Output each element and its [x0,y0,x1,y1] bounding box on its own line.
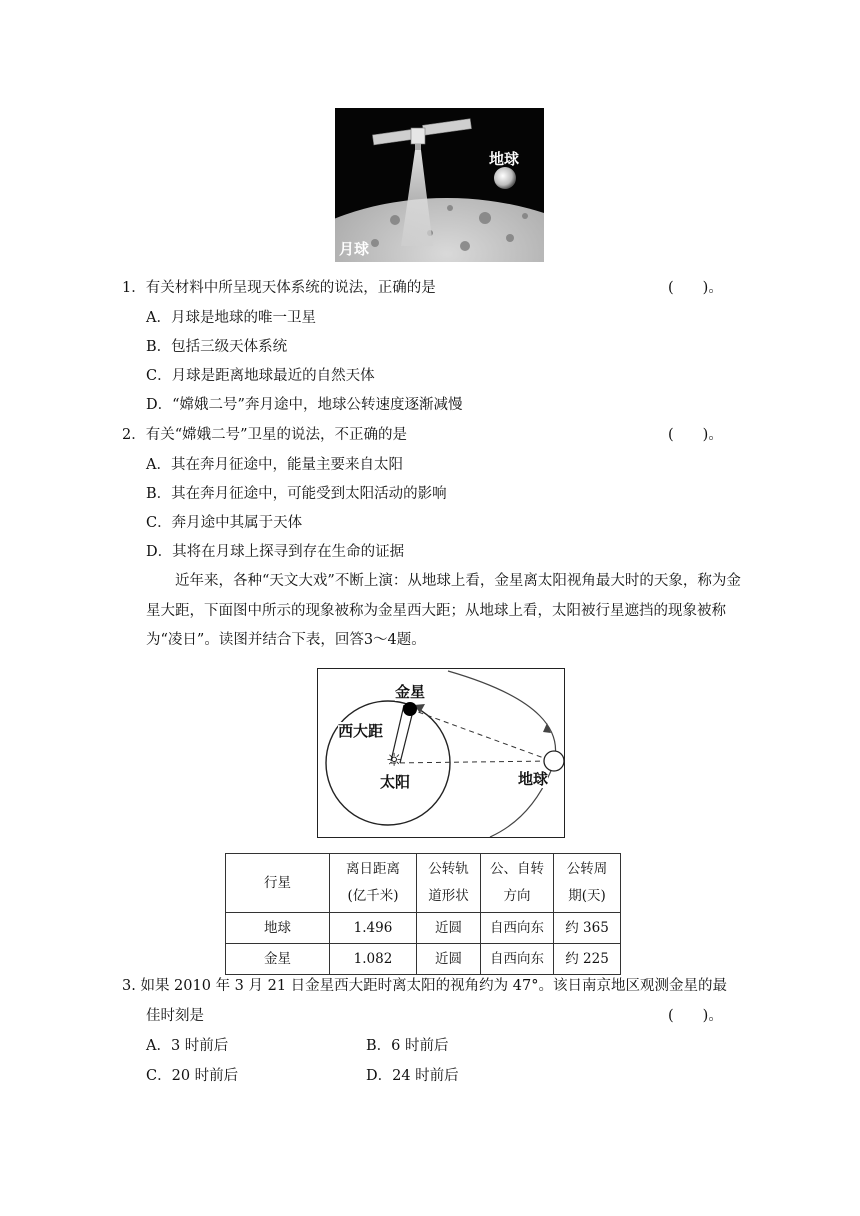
q2-option-d: D．其将在月球上探寻到存在生命的证据 [146,544,405,560]
q3-answer-paren: ( )。 [668,1008,723,1024]
venus-label: 金星 [395,683,426,701]
q3-option-b: B．6 时前后 [366,1038,449,1054]
sun-icon: ☼ [386,750,403,771]
earth-circle [544,751,564,771]
table-header-cell: 公、自转 方向 [481,854,554,913]
q3-option-d: D．24 时前后 [366,1068,459,1084]
table-header-cell: 离日距离 (亿千米) [330,854,417,913]
photo-earth-label: 地球 [489,150,520,168]
table-cell: 约 365 [554,913,621,944]
q1-option-b: B．包括三级天体系统 [146,339,288,355]
earth-label: 地球 [518,770,549,788]
planet-table [225,853,621,975]
q3-stem-line1: 3. 如果 2010 年 3 月 21 日金星西大距时离太阳的视角约为 47°。该日南京地区观测金星的最 [122,978,727,994]
earth-icon [494,167,516,189]
venus-dot [403,702,417,716]
q1-option-a: A．月球是地球的唯一卫星 [146,310,316,326]
table-cell: 近圆 [417,913,481,944]
q1-option-d: D．“嫦娥二号”奔月途中，地球公转速度逐渐减慢 [146,397,463,413]
venus-elongation-diagram [317,668,565,838]
table-row [226,913,621,944]
sun-label: 太阳 [380,773,411,791]
west-elongation-label: 西大距 [338,722,384,740]
table-cell: 金星 [226,944,330,975]
q3-stem-line2: 佳时刻是 [146,1008,204,1024]
table-cell: 自西向东 [481,944,554,975]
photo-moon-label: 月球 [339,240,370,258]
q1-option-c: C．月球是距离地球最近的自然天体 [146,368,375,384]
q2-option-b: B．其在奔月征途中，可能受到太阳活动的影响 [146,486,447,502]
q2-answer-paren: ( )。 [668,427,723,443]
q3-option-c: C．20 时前后 [146,1068,239,1084]
table-cell: 近圆 [417,944,481,975]
table-header-cell: 行星 [226,854,330,913]
table-cell: 1.496 [330,913,417,944]
reading-passage: 近年来，各种“天文大戏”不断上演：从地球上看，金星离太阳视角最大时的天象，称为金星大距，下面图中所示的现象被称为金星西大距；从地球上看，太阳被行星遮挡的现象被称为“凌日”。读图并结合下表，回答3～4题。 [146,573,741,648]
table-cell: 1.082 [330,944,417,975]
table-header-row [226,854,621,913]
q1-answer-paren: ( )。 [668,280,723,296]
table-cell: 自西向东 [481,913,554,944]
q1-stem: 1．有关材料中所呈现天体系统的说法，正确的是 [122,280,436,296]
table-header-cell: 公转周 期(天) [554,854,621,913]
q2-stem: 2．有关“嫦娥二号”卫星的说法，不正确的是 [122,427,408,443]
table-header-cell: 公转轨 道形状 [417,854,481,913]
table-cell: 地球 [226,913,330,944]
q2-option-a: A．其在奔月征途中，能量主要来自太阳 [146,457,403,473]
q2-option-c: C．奔月途中其属于天体 [146,515,303,531]
table-cell: 约 225 [554,944,621,975]
q3-option-a: A．3 时前后 [146,1038,229,1054]
table-row [226,944,621,975]
moon-satellite-photo [335,108,544,262]
